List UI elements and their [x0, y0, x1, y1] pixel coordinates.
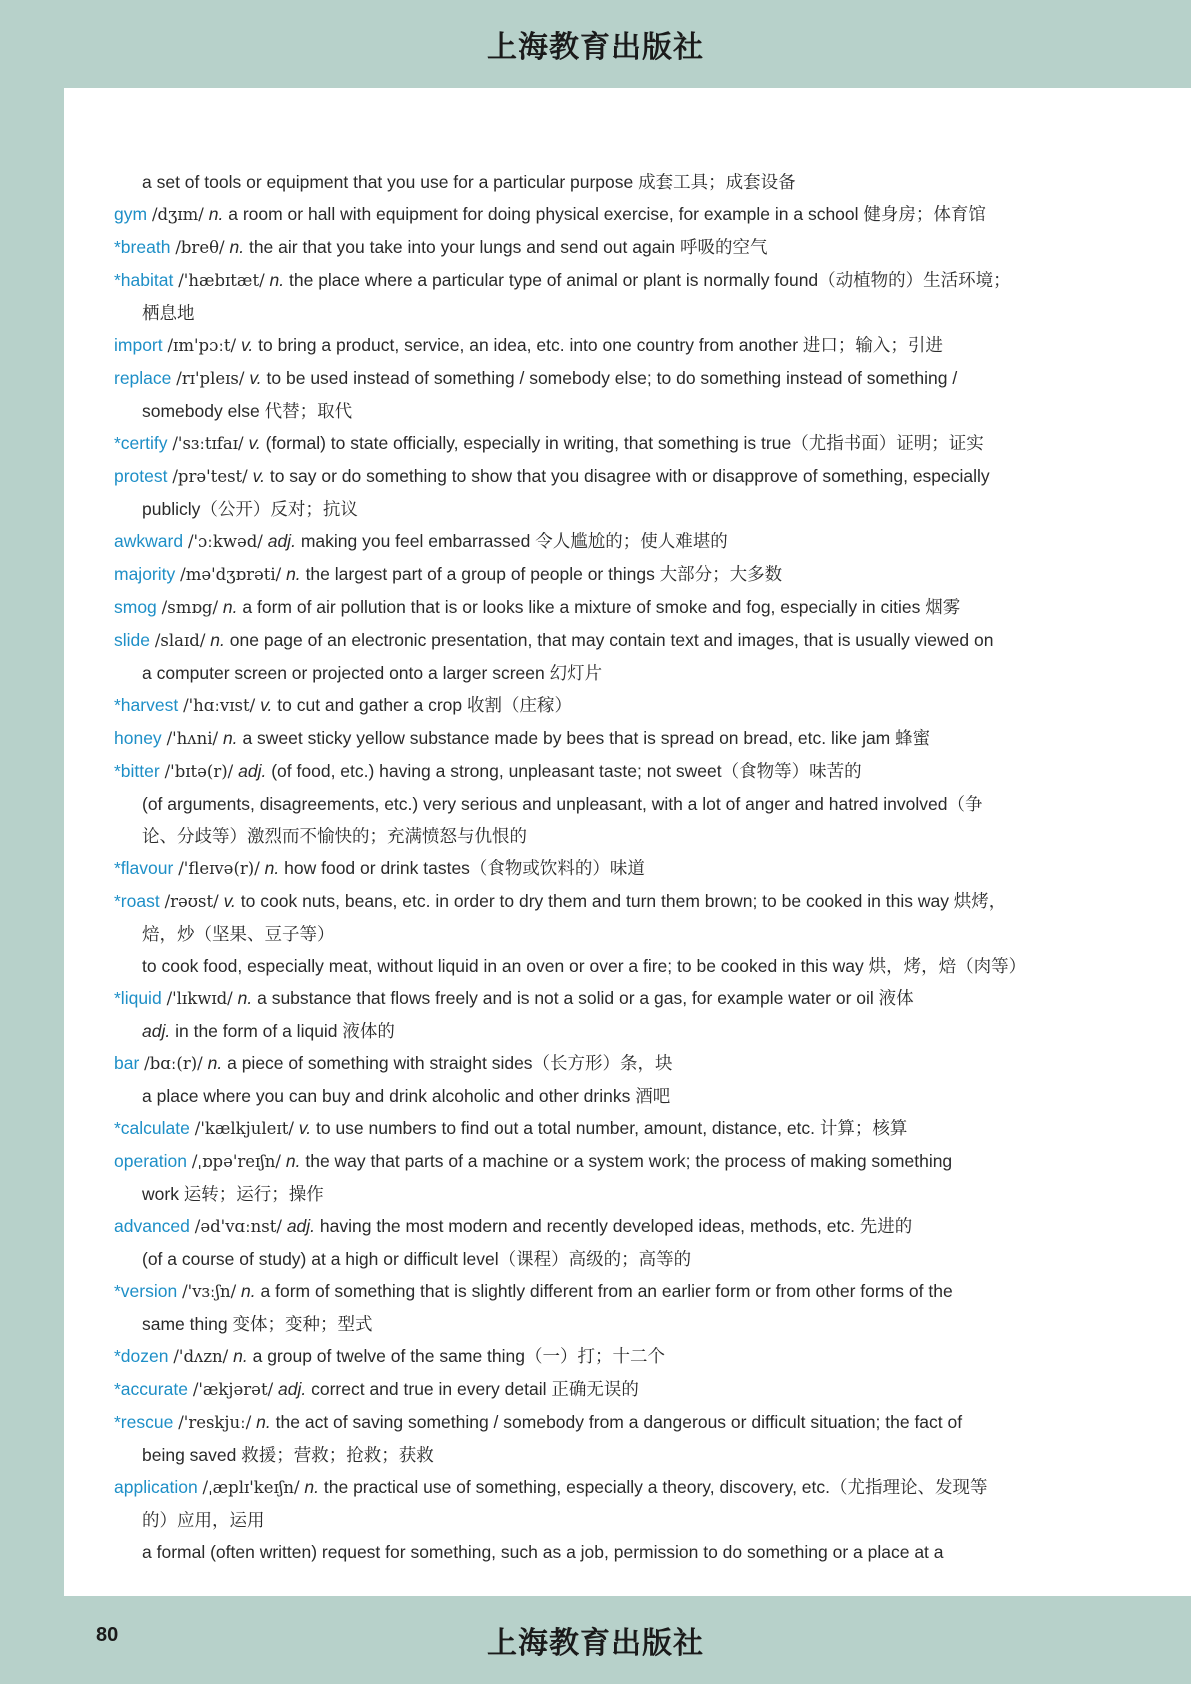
headword: smog: [114, 597, 157, 617]
headword: *dozen: [114, 1346, 169, 1366]
vocab-entry: [114, 1112, 1184, 1145]
pronunciation: /'hɑːvɪst/: [183, 696, 256, 715]
definition-text: a substance that flows freely and is not a solid or a gas, for example water or oil 液体: [257, 988, 914, 1008]
pronunciation: /ˌæplɪ'keɪʃn/: [202, 1478, 300, 1497]
pronunciation: /'ækjərət/: [192, 1380, 274, 1399]
part-of-speech: n.: [285, 1151, 301, 1171]
vocab-entry: [114, 852, 1184, 885]
page-header: [0, 0, 1191, 88]
pronunciation: /rɪ'pleɪs/: [176, 369, 245, 388]
definition-text: correct and true in every detail 正确无误的: [311, 1379, 639, 1399]
entry-line: [114, 982, 1184, 1015]
definition-text: the act of saving something / somebody from a dangerous or difficult situation; the fact of: [275, 1412, 963, 1432]
entry-line: [114, 1373, 1184, 1406]
vocab-entry: [114, 231, 1184, 264]
definition-text: same thing 变体；变种；型式: [142, 1314, 373, 1334]
vocab-entry: [114, 755, 1184, 852]
entry-line: [114, 1439, 1184, 1471]
part-of-speech: n.: [210, 630, 225, 650]
entry-line: [114, 460, 1184, 493]
entry-line: [114, 1504, 1184, 1536]
definition-text: in the form of a liquid 液体的: [175, 1021, 395, 1041]
vocab-entry: [114, 591, 1184, 624]
entry-line: [114, 1015, 1184, 1047]
definition-text: making you feel embarrassed 令人尴尬的；使人难堪的: [300, 531, 728, 551]
pronunciation: /breθ/: [175, 238, 225, 257]
definition-text: 论、分歧等）激烈而不愉快的；充满愤怒与仇恨的: [142, 826, 527, 846]
entry-line: [114, 820, 1184, 852]
vocab-entry: [114, 1047, 1184, 1112]
part-of-speech: v.: [240, 335, 254, 355]
headword: application: [114, 1477, 198, 1497]
vocabulary-page: [64, 88, 1191, 1596]
pronunciation: /'ɔːkwəd/: [187, 532, 263, 551]
vocab-entry: [114, 1275, 1184, 1340]
entry-line: [114, 1536, 1184, 1568]
part-of-speech: v.: [249, 368, 262, 388]
entry-line: [114, 1080, 1184, 1112]
headword: *breath: [114, 237, 171, 257]
definition-text: a place where you can buy and drink alcoholic and other drinks 酒吧: [142, 1086, 671, 1106]
definition-text: 栖息地: [142, 303, 195, 323]
part-of-speech: n.: [222, 728, 238, 748]
pronunciation: /slaɪd/: [154, 631, 206, 650]
part-of-speech: adj.: [142, 1021, 171, 1041]
entry-line: [114, 362, 1184, 395]
part-of-speech: n.: [264, 858, 280, 878]
vocab-entry: [114, 198, 1184, 231]
vocab-entry: [114, 885, 1184, 982]
definition-text: to be used instead of something / somebody else; to do something instead of something /: [266, 368, 958, 388]
entry-line: [114, 1178, 1184, 1210]
pronunciation: /mə'dʒɒrəti/: [180, 565, 282, 584]
headword: slide: [114, 630, 150, 650]
headword: operation: [114, 1151, 187, 1171]
vocab-entry: [114, 362, 1184, 427]
definition-text: a group of twelve of the same thing（一）打；十二个: [252, 1346, 665, 1366]
entry-line: [114, 1210, 1184, 1243]
headword: import: [114, 335, 163, 355]
entry-line: [114, 493, 1184, 525]
definition-text: (formal) to state officially, especially in writing, that something is true（尤指书面）证明；证实: [265, 433, 984, 453]
vocab-entry: [114, 166, 1184, 198]
part-of-speech: n.: [237, 988, 253, 1008]
definition-text: a form of something that is slightly different from an earlier form or from other forms of the: [260, 1281, 953, 1301]
vocab-entry: [114, 525, 1184, 558]
entry-line: [114, 689, 1184, 722]
definition-text: to cut and gather a crop 收割（庄稼）: [277, 695, 572, 715]
headword: *bitter: [114, 761, 160, 781]
pronunciation: /'lɪkwɪd/: [166, 989, 233, 1008]
definition-text: publicly（公开）反对；抗议: [142, 499, 358, 519]
pronunciation: /'sɜːtɪfaɪ/: [172, 434, 244, 453]
definition-text: a sweet sticky yellow substance made by bees that is spread on bread, etc. like jam 蜂蜜: [242, 728, 931, 748]
definition-text: the largest part of a group of people or things 大部分；大多数: [305, 564, 783, 584]
entry-line: [114, 918, 1184, 950]
headword: honey: [114, 728, 162, 748]
entry-line: [114, 788, 1184, 820]
part-of-speech: n.: [304, 1477, 319, 1497]
headword: replace: [114, 368, 172, 388]
entry-line: [114, 558, 1184, 591]
entry-line: [114, 591, 1184, 624]
vocab-entry: [114, 329, 1184, 362]
vocab-entry: [114, 689, 1184, 722]
headword: *flavour: [114, 858, 174, 878]
vocab-entry: [114, 722, 1184, 755]
part-of-speech: adj.: [238, 761, 267, 781]
vocab-entry: [114, 1406, 1184, 1471]
part-of-speech: n.: [208, 204, 224, 224]
pronunciation: /prə'test/: [172, 467, 248, 486]
headword: gym: [114, 204, 148, 224]
headword: *accurate: [114, 1379, 188, 1399]
headword: *harvest: [114, 695, 179, 715]
entry-line: [114, 624, 1184, 657]
part-of-speech: n.: [229, 237, 245, 257]
definition-text: a set of tools or equipment that you use for a particular purpose 成套工具；成套设备: [142, 172, 796, 192]
definition-text: a formal (often written) request for something, such as a job, permission to do something or a place at a: [142, 1542, 944, 1562]
entry-line: [114, 885, 1184, 918]
vocab-entry: [114, 624, 1184, 689]
pronunciation: /əd'vɑːnst/: [194, 1217, 282, 1236]
entry-line: [114, 329, 1184, 362]
definition-text: 焙，炒（坚果、豆子等）: [142, 924, 335, 944]
pronunciation: /'hæbɪtæt/: [178, 271, 265, 290]
definition-text: (of a course of study) at a high or difficult level（课程）高级的；高等的: [142, 1249, 692, 1269]
headword: advanced: [114, 1216, 190, 1236]
entry-line: [114, 264, 1184, 297]
definition-text: one page of an electronic presentation, that may contain text and images, that is usually viewed on: [229, 630, 994, 650]
definition-text: 的）应用，运用: [142, 1510, 265, 1530]
pronunciation: /dʒɪm/: [151, 205, 204, 224]
part-of-speech: v.: [223, 891, 236, 911]
word-list: [114, 166, 1184, 1568]
definition-text: to say or do something to show that you disagree with or disapprove of something, especially: [269, 466, 990, 486]
definition-text: to bring a product, service, an idea, etc. into one country from another 进口；输入；引进: [258, 335, 943, 355]
pronunciation: /smɒg/: [161, 598, 219, 617]
pronunciation: /'fleɪvə(r)/: [178, 859, 260, 878]
vocab-entry: [114, 1340, 1184, 1373]
part-of-speech: n.: [269, 270, 285, 290]
definition-text: to cook nuts, beans, etc. in order to dry them and turn them brown; to be cooked in this way 烘烤，: [240, 891, 1007, 911]
definition-text: the place where a particular type of animal or plant is normally found（动植物的）生活环境；: [289, 270, 1011, 290]
headword: *version: [114, 1281, 178, 1301]
part-of-speech: v.: [260, 695, 273, 715]
headword: *rescue: [114, 1412, 174, 1432]
entry-line: [114, 297, 1184, 329]
part-of-speech: n.: [241, 1281, 256, 1301]
entry-line: [114, 198, 1184, 231]
headword: *roast: [114, 891, 160, 911]
part-of-speech: adj.: [286, 1216, 316, 1236]
pronunciation: /ˌɒpə'reɪʃn/: [191, 1152, 281, 1171]
entry-line: [114, 525, 1184, 558]
entry-line: [114, 1471, 1184, 1504]
pronunciation: /ɪm'pɔːt/: [167, 336, 237, 355]
entry-line: [114, 722, 1184, 755]
vocab-entry: [114, 427, 1184, 460]
part-of-speech: n.: [222, 597, 238, 617]
headword: *certify: [114, 433, 168, 453]
pronunciation: /'vɜːʃn/: [182, 1282, 237, 1301]
vocab-entry: [114, 1373, 1184, 1406]
entry-line: [114, 1275, 1184, 1308]
definition-text: a piece of something with straight sides（长方形）条，块: [227, 1053, 673, 1073]
definition-text: being saved 救援；营救；抢救；获救: [142, 1445, 434, 1465]
vocab-entry: [114, 1471, 1184, 1568]
entry-line: [114, 166, 1184, 198]
entry-line: [114, 427, 1184, 460]
headword: majority: [114, 564, 176, 584]
pronunciation: /'hʌni/: [166, 729, 219, 748]
vocab-entry: [114, 982, 1184, 1047]
pronunciation: /rəʊst/: [164, 892, 219, 911]
definition-text: the way that parts of a machine or a system work; the process of making something: [305, 1151, 953, 1171]
vocab-entry: [114, 460, 1184, 525]
page-number: 80: [96, 1624, 119, 1646]
entry-line: [114, 395, 1184, 427]
part-of-speech: n.: [207, 1053, 223, 1073]
vocab-entry: [114, 558, 1184, 591]
entry-line: [114, 1406, 1184, 1439]
entry-line: [114, 1243, 1184, 1275]
definition-text: (of arguments, disagreements, etc.) very serious and unpleasant, with a lot of anger and hatred involved（争: [142, 794, 983, 814]
headword: *habitat: [114, 270, 174, 290]
part-of-speech: n.: [286, 564, 301, 584]
pronunciation: /'dʌzn/: [173, 1347, 229, 1366]
definition-text: work 运转；运行；操作: [142, 1184, 324, 1204]
headword: *liquid: [114, 988, 162, 1008]
definition-text: (of food, etc.) having a strong, unpleasant taste; not sweet（食物等）味苦的: [271, 761, 862, 781]
pronunciation: /bɑː(r)/: [144, 1054, 203, 1073]
pronunciation: /'kælkjuleɪt/: [194, 1119, 294, 1138]
entry-line: [114, 852, 1184, 885]
headword: *calculate: [114, 1118, 190, 1138]
entry-line: [114, 1047, 1184, 1080]
entry-line: [114, 1112, 1184, 1145]
pronunciation: /'bɪtə(r)/: [164, 762, 234, 781]
part-of-speech: v.: [248, 433, 261, 453]
part-of-speech: adj.: [278, 1379, 307, 1399]
headword: bar: [114, 1053, 140, 1073]
definition-text: the air that you take into your lungs and send out again 呼吸的空气: [248, 237, 768, 257]
vocab-entry: [114, 1210, 1184, 1275]
footer-publisher: 上海教育出版社: [487, 1626, 704, 1661]
vocab-entry: [114, 1145, 1184, 1210]
definition-text: having the most modern and recently developed ideas, methods, etc. 先进的: [319, 1216, 913, 1236]
definition-text: to cook food, especially meat, without liquid in an oven or over a fire; to be cooked in this way 烘，烤，焙（肉等）: [142, 956, 1027, 976]
entry-line: [114, 231, 1184, 264]
definition-text: how food or drink tastes（食物或饮料的）味道: [284, 858, 645, 878]
entry-line: [114, 1145, 1184, 1178]
part-of-speech: v.: [252, 466, 265, 486]
entry-line: [114, 1340, 1184, 1373]
definition-text: a form of air pollution that is or looks like a mixture of smoke and fog, especially in cities 烟雾: [242, 597, 961, 617]
vocab-entry: [114, 264, 1184, 329]
entry-line: [114, 1308, 1184, 1340]
definition-text: a room or hall with equipment for doing physical exercise, for example in a school 健身房；体育馆: [228, 204, 986, 224]
entry-line: [114, 950, 1184, 982]
headword: protest: [114, 466, 168, 486]
part-of-speech: adj.: [267, 531, 296, 551]
headword: awkward: [114, 531, 184, 551]
part-of-speech: n.: [256, 1412, 271, 1432]
entry-line: [114, 657, 1184, 689]
definition-text: to use numbers to find out a total number, amount, distance, etc. 计算；核算: [315, 1118, 908, 1138]
definition-text: the practical use of something, especially a theory, discovery, etc.（尤指理论、发现等: [323, 1477, 988, 1497]
pronunciation: /'reskjuː/: [178, 1413, 252, 1432]
part-of-speech: n.: [233, 1346, 248, 1366]
header-publisher: 上海教育出版社: [487, 30, 704, 65]
definition-text: a computer screen or projected onto a larger screen 幻灯片: [142, 663, 603, 683]
entry-line: [114, 755, 1184, 788]
definition-text: somebody else 代替；取代: [142, 401, 353, 421]
page-footer: [0, 1596, 1191, 1684]
part-of-speech: v.: [298, 1118, 312, 1138]
